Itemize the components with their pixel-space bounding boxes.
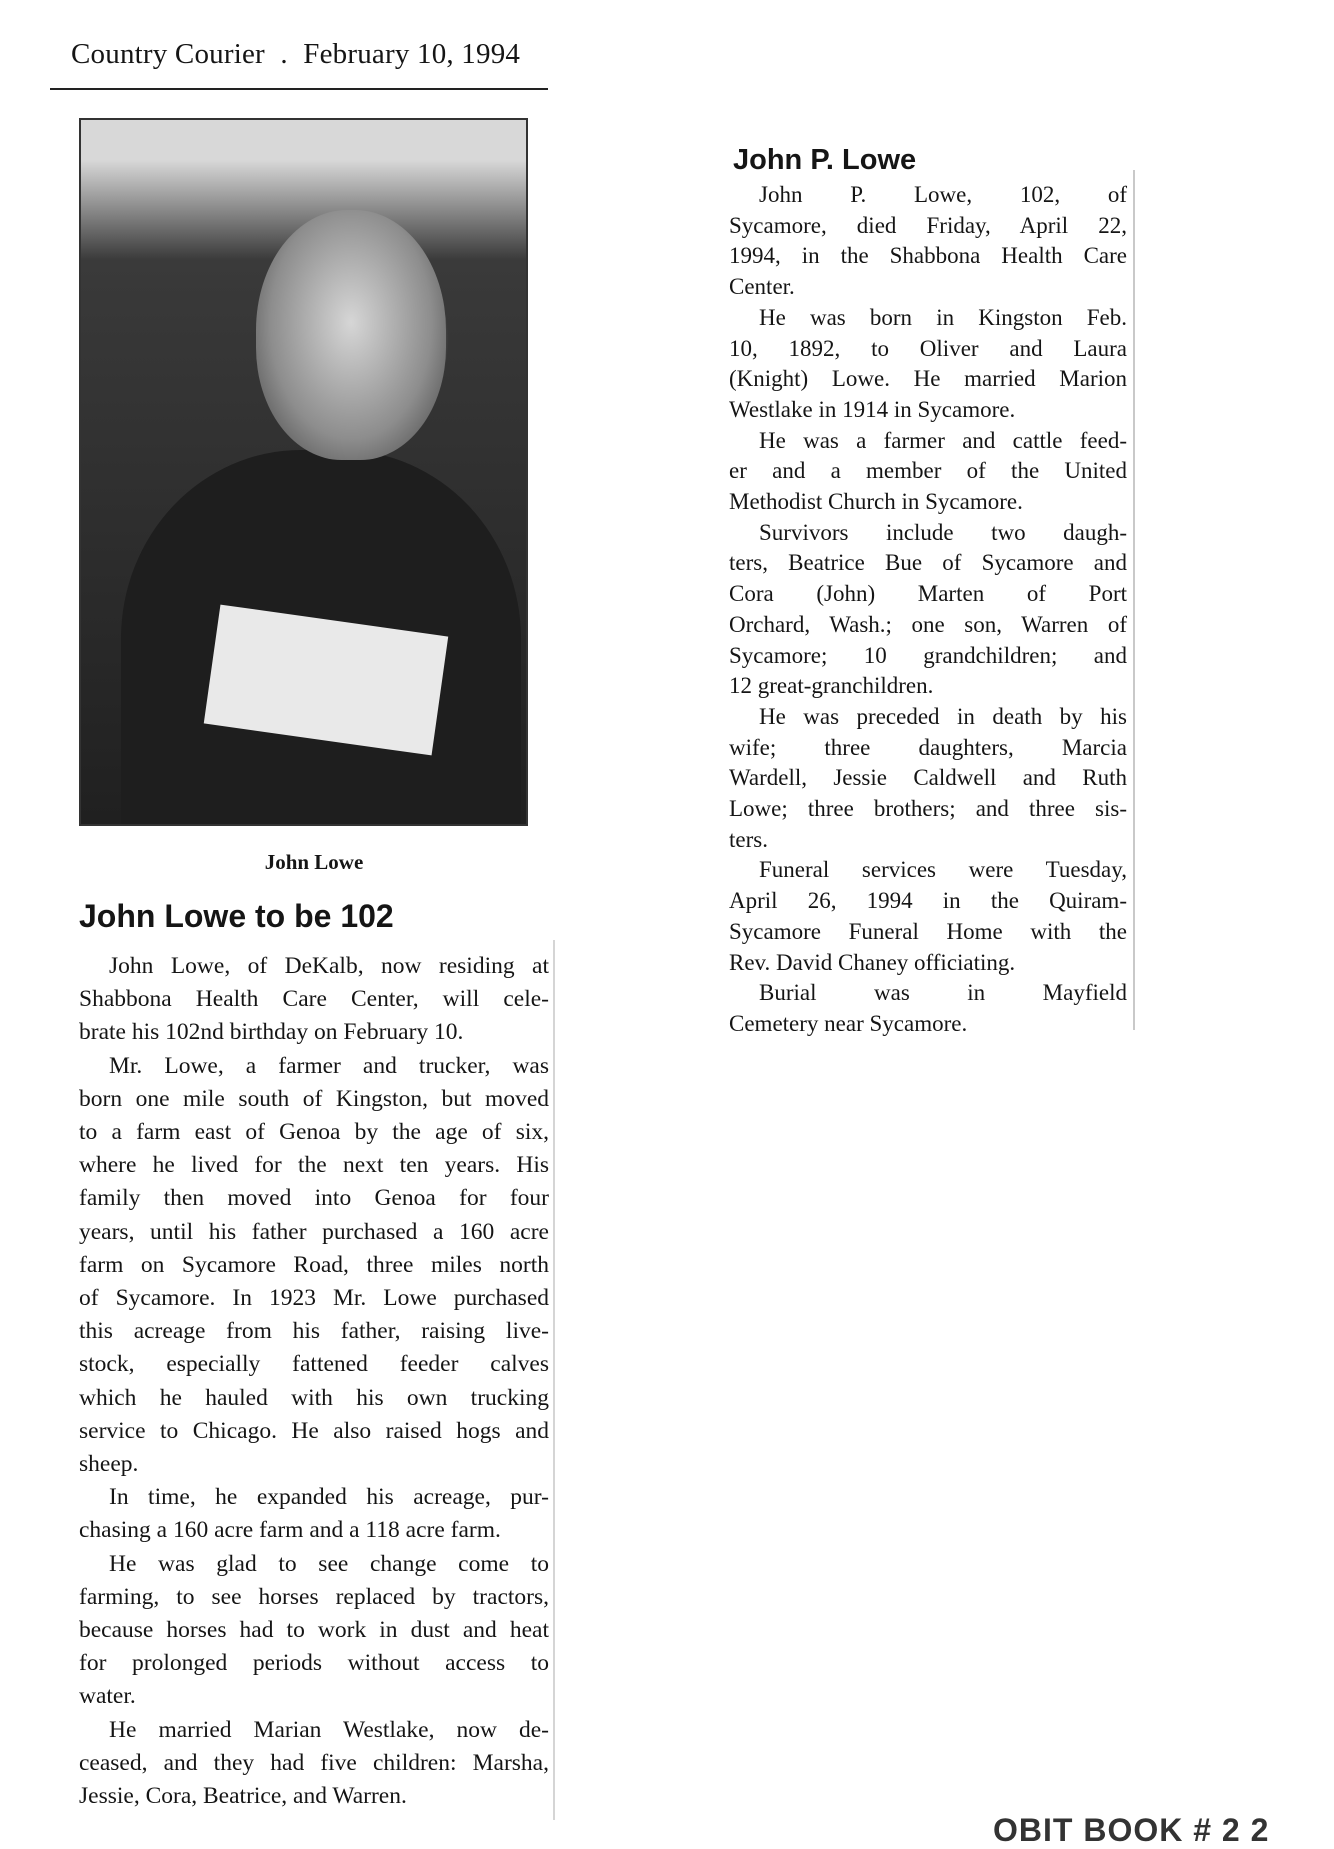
text-line: Shabbona Health Care Center, will cele- — [79, 986, 549, 1013]
text-line: because horses had to work in dust and heat — [79, 1617, 549, 1644]
text-line: He married Marian Westlake, now de- — [109, 1716, 549, 1743]
text-line: (Knight) Lowe. He married Marion — [729, 366, 1127, 392]
text-line: Jessie, Cora, Beatrice, and Warren. — [79, 1783, 407, 1810]
publication-date: February 10, 1994 — [303, 38, 521, 70]
text-line: this acreage from his father, raising live- — [79, 1318, 549, 1345]
text-line: which he hauled with his own trucking — [79, 1384, 549, 1411]
publication-header — [71, 38, 520, 71]
text-line: stock, especially fattened feeder calves — [79, 1351, 549, 1378]
text-line: Sycamore, died Friday, April 22, — [729, 212, 1127, 238]
text-line: 10, 1892, to Oliver and Laura — [729, 335, 1127, 361]
text-line: born one mile south of Kingston, but moved — [79, 1085, 549, 1112]
text-line: In time, he expanded his acreage, pur- — [109, 1484, 549, 1511]
text-line: water. — [79, 1683, 136, 1710]
text-line: to a farm east of Genoa by the age of six, — [79, 1119, 549, 1146]
text-line: Mr. Lowe, a farmer and trucker, was — [109, 1052, 549, 1079]
text-line: John P. Lowe, 102, of — [759, 182, 1127, 207]
text-line: Rev. David Chaney officiating. — [729, 949, 1016, 975]
text-line: Center. — [729, 274, 795, 300]
text-line: 1994, in the Shabbona Health Care — [729, 243, 1127, 269]
text-line: wife; three daughters, Marcia — [729, 734, 1127, 760]
right-article-headline: John P. Lowe — [733, 144, 917, 176]
text-line: chasing a 160 acre farm and a 118 acre farm. — [79, 1517, 501, 1544]
text-line: April 26, 1994 in the Quiram- — [729, 888, 1127, 914]
text-line: He was born in Kingston Feb. — [759, 304, 1127, 330]
header-rule — [50, 88, 548, 90]
column-rule — [553, 940, 555, 1820]
column-rule — [1133, 170, 1135, 1030]
text-line: John Lowe, of DeKalb, now residing at — [109, 953, 549, 979]
text-line: brate his 102nd birthday on February 10. — [79, 1019, 464, 1046]
header-separator: . — [280, 38, 288, 70]
text-line: Cemetery near Sycamore. — [729, 1010, 968, 1036]
text-line: ters. — [729, 826, 768, 852]
text-line: ceased, and they had five children: Marsha, — [79, 1749, 549, 1776]
text-line: sheep. — [79, 1451, 139, 1478]
text-line: family then moved into Genoa for four — [79, 1185, 549, 1212]
text-line: He was preceded in death by his — [759, 703, 1127, 729]
text-line: for prolonged periods without access to — [79, 1650, 549, 1677]
text-line: Orchard, Wash.; one son, Warren of — [729, 611, 1127, 637]
text-line: Sycamore Funeral Home with the — [729, 918, 1127, 944]
text-line: service to Chicago. He also raised hogs and — [79, 1417, 549, 1444]
text-line: of Sycamore. In 1923 Mr. Lowe purchased — [79, 1285, 549, 1312]
text-line: Burial was in Mayfield — [759, 980, 1127, 1006]
text-line: years, until his father purchased a 160 acre — [79, 1218, 549, 1245]
text-line: Methodist Church in Sycamore. — [729, 489, 1023, 515]
right-article-body — [729, 180, 1127, 1040]
text-line: ters, Beatrice Bue of Sycamore and — [729, 550, 1127, 576]
text-line: Wardell, Jessie Caldwell and Ruth — [729, 765, 1127, 791]
text-line: He was a farmer and cattle feed- — [759, 427, 1127, 453]
text-line: er and a member of the United — [729, 458, 1127, 484]
text-line: He was glad to see change come to — [109, 1550, 549, 1577]
text-line: farm on Sycamore Road, three miles north — [79, 1251, 549, 1278]
text-line: Funeral services were Tuesday, — [759, 857, 1127, 883]
portrait-photo — [79, 118, 528, 826]
text-line: 12 great-granchildren. — [729, 673, 934, 699]
left-article-body — [79, 950, 549, 1813]
photo-caption: John Lowe — [264, 850, 364, 874]
obit-book-label: OBIT BOOK # 2 2 — [993, 1812, 1270, 1848]
text-line: farming, to see horses replaced by tractors, — [79, 1583, 549, 1610]
publication-name: Country Courier — [71, 38, 265, 70]
text-line: Lowe; three brothers; and three sis- — [729, 796, 1127, 822]
text-line: Survivors include two daugh- — [759, 519, 1127, 545]
text-line: Westlake in 1914 in Sycamore. — [729, 396, 1016, 422]
text-line: where he lived for the next ten years. His — [79, 1152, 549, 1179]
text-line: Sycamore; 10 grandchildren; and — [729, 642, 1127, 668]
text-line: Cora (John) Marten of Port — [729, 581, 1127, 607]
left-article-headline: John Lowe to be 102 — [79, 898, 394, 934]
